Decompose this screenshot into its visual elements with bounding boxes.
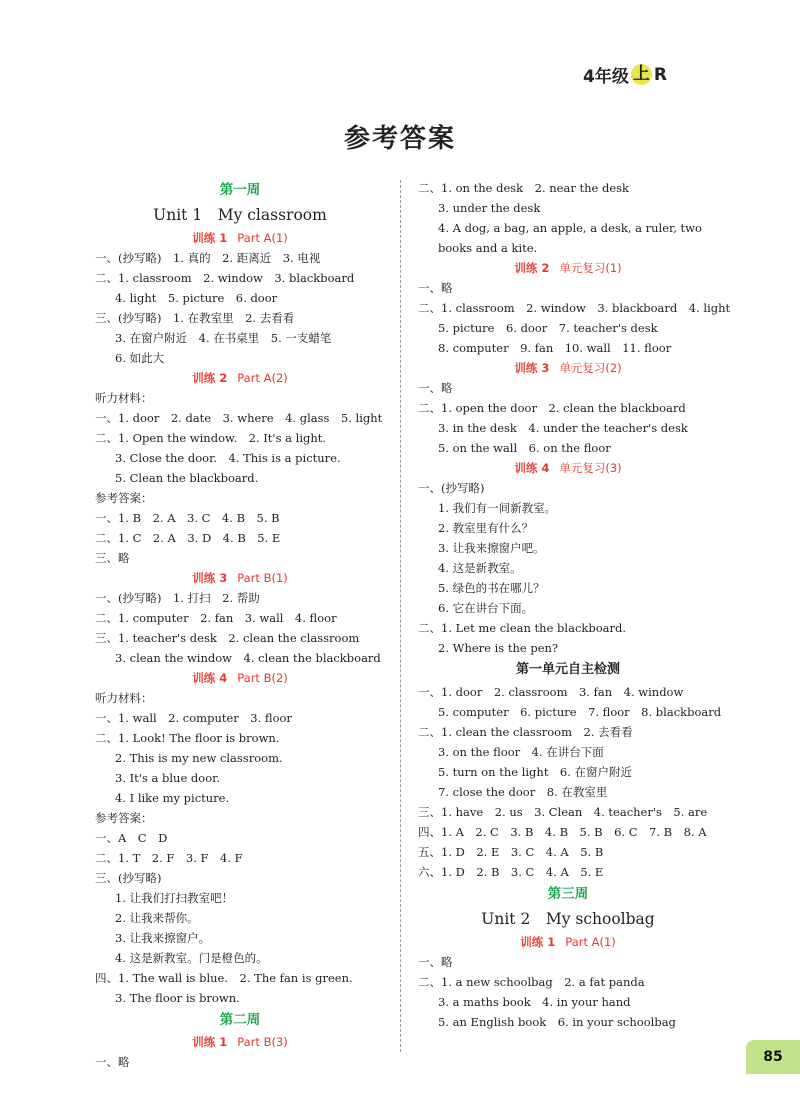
answer-line: 一、1. B 2. A 3. C 4. B 5. B (95, 511, 280, 525)
training-number: 训练 4 (192, 671, 228, 685)
training-number: 训练 3 (192, 571, 228, 585)
answer-line-indented: 2. 教室里有什么？ (438, 521, 534, 535)
answer-line: 二、1. classroom 2. window 3. blackboard 4. light (418, 301, 731, 315)
training-part: Part A(1) (565, 935, 616, 949)
grade-suffix: R (653, 64, 667, 85)
training-number: 训练 1 (192, 231, 228, 245)
answer-line: 三、略 (95, 551, 130, 565)
answer-line: 三、1. have 2. us 3. Clean 4. teacher's 5. are (418, 805, 708, 819)
column-divider (400, 180, 401, 1052)
answer-line-indented: 5. computer 6. picture 7. floor 8. blackboard (438, 705, 722, 719)
answer-line: 三、(抄写略) (95, 871, 162, 885)
training-part: 单元复习(2) (559, 361, 622, 375)
answer-line-indented: 3. a maths book 4. in your hand (438, 995, 631, 1009)
answer-line: 二、1. Open the window. 2. It's a light. (95, 431, 327, 445)
answer-line: 一、略 (418, 381, 453, 395)
section-heading (95, 368, 385, 388)
answer-line: 一、A C D (95, 831, 168, 845)
answer-line-indented: 4. A dog, a bag, an apple, a desk, a ruler, two (438, 221, 702, 235)
training-part: Part B(3) (237, 1035, 288, 1049)
unit-heading: Unit 1 My classroom (153, 206, 327, 224)
answer-line: 二、1. open the door 2. clean the blackboard (418, 401, 686, 415)
week-heading: 第三周 (547, 886, 589, 902)
training-number: 训练 2 (192, 371, 228, 385)
grade-tag (583, 62, 667, 87)
training-number: 训练 1 (192, 1035, 228, 1049)
answer-line-indented: 2. Where is the pen? (438, 641, 559, 655)
answer-line-indented: 4. 这是新教室。 (438, 561, 522, 575)
answer-line-indented: 3. under the desk (438, 201, 541, 215)
answer-line: 三、(抄写略) 1. 在教室里 2. 去看看 (95, 311, 295, 325)
answer-line-indented: 3. 让我来擦窗户。 (115, 931, 211, 945)
answer-line-indented: 3. in the desk 4. under the teacher's desk (438, 421, 688, 435)
training-part: 单元复习(1) (559, 261, 622, 275)
answer-line-indented: 3. It's a blue door. (115, 771, 221, 785)
training-part: Part A(1) (237, 231, 288, 245)
section-heading (95, 1032, 385, 1052)
section-heading (95, 568, 385, 588)
answer-line: 六、1. D 2. B 3. C 4. A 5. E (418, 865, 604, 879)
answer-line-indented: 5. an English book 6. in your schoolbag (438, 1015, 676, 1029)
answer-line-indented: 4. 这是新教室。门是橙色的。 (115, 951, 268, 965)
answer-line-indented: 3. clean the window 4. clean the blackboard (115, 651, 381, 665)
week-heading: 第一周 (219, 182, 261, 198)
answer-line: 一、1. wall 2. computer 3. floor (95, 711, 292, 725)
answer-line: 听力材料： (95, 691, 153, 705)
section-heading (418, 358, 718, 378)
training-number: 训练 4 (514, 461, 550, 475)
answer-line-indented: 5. 绿色的书在哪儿？ (438, 581, 545, 595)
answer-line: 二、1. Let me clean the blackboard. (418, 621, 627, 635)
answer-line-indented: 6. 如此大 (115, 351, 165, 365)
answer-line: 二、1. T 2. F 3. F 4. F (95, 851, 243, 865)
answer-line: 三、1. teacher's desk 2. clean the classroom (95, 631, 360, 645)
section-heading (418, 932, 718, 952)
answer-line-indented: 2. 让我来帮你。 (115, 911, 199, 925)
answer-line-indented: 4. I like my picture. (115, 791, 230, 805)
answer-line-indented: 5. picture 6. door 7. teacher's desk (438, 321, 658, 335)
answer-line-indented: 3. 在窗户附近 4. 在书桌里 5. 一支蜡笔 (115, 331, 332, 345)
answer-line-indented: 3. Close the door. 4. This is a picture. (115, 451, 341, 465)
answer-line-indented: 6. 它在讲台下面。 (438, 601, 534, 615)
answer-line: 一、1. door 2. classroom 3. fan 4. window (418, 685, 684, 699)
answer-line-indented: 3. 让我来擦窗户吧。 (438, 541, 545, 555)
answer-line-indented: 8. computer 9. fan 10. wall 11. floor (438, 341, 672, 355)
training-number: 训练 2 (514, 261, 550, 275)
answer-line: 一、略 (418, 281, 453, 295)
answer-line: 五、1. D 2. E 3. C 4. A 5. B (418, 845, 604, 859)
section-heading (418, 258, 718, 278)
grade-prefix: 4年级 (583, 67, 629, 87)
answer-line: 二、1. C 2. A 3. D 4. B 5. E (95, 531, 281, 545)
answer-line: 一、略 (418, 955, 453, 969)
training-part: Part B(2) (237, 671, 288, 685)
answer-line-indented: 5. turn on the light 6. 在窗户附近 (438, 765, 633, 779)
answer-line: 听力材料： (95, 391, 153, 405)
answer-line-indented: 5. on the wall 6. on the floor (438, 441, 611, 455)
answer-line: 一、1. door 2. date 3. where 4. glass 5. light (95, 411, 383, 425)
answer-line: 四、1. The wall is blue. 2. The fan is green. (95, 971, 353, 985)
answer-line: 二、1. computer 2. fan 3. wall 4. floor (95, 611, 337, 625)
answer-line-indented: 3. on the floor 4. 在讲台下面 (438, 745, 604, 759)
answer-line: 二、1. classroom 2. window 3. blackboard (95, 271, 355, 285)
answer-line: 一、(抄写略) 1. 真的 2. 距离近 3. 电视 (95, 251, 321, 265)
page-title: 参考答案 (343, 124, 456, 154)
page-number: 85 (746, 1040, 800, 1074)
test-heading: 第一单元自主检测 (515, 662, 620, 677)
answer-line-indented: books and a kite. (438, 241, 538, 255)
training-part: Part B(1) (237, 571, 288, 585)
answer-line: 四、1. A 2. C 3. B 4. B 5. B 6. C 7. B 8. A (418, 825, 707, 839)
answer-line-indented: 1. 我们有一间新教室。 (438, 501, 557, 515)
training-number: 训练 1 (520, 935, 556, 949)
left-column (95, 178, 385, 1072)
answer-line-indented: 4. light 5. picture 6. door (115, 291, 278, 305)
answer-line: 一、(抄写略) (418, 481, 485, 495)
section-heading (95, 228, 385, 248)
answer-line: 参考答案： (95, 811, 153, 825)
training-part: 单元复习(3) (559, 461, 622, 475)
answer-line: 参考答案： (95, 491, 153, 505)
unit-heading: Unit 2 My schoolbag (481, 910, 655, 928)
answer-line: 二、1. on the desk 2. near the desk (418, 181, 630, 195)
answer-line: 一、略 (95, 1055, 130, 1069)
section-heading (418, 458, 718, 478)
answer-line-indented: 1. 让我们打扫教室吧！ (115, 891, 234, 905)
answer-line: 二、1. clean the classroom 2. 去看看 (418, 725, 633, 739)
right-column (418, 178, 731, 1032)
training-number: 训练 3 (514, 361, 550, 375)
answer-line: 二、1. Look! The floor is brown. (95, 731, 280, 745)
answer-line-indented: 7. close the door 8. 在教室里 (438, 785, 608, 799)
section-heading (95, 668, 385, 688)
week-heading: 第二周 (219, 1012, 261, 1028)
grade-mark-badge: 上 (632, 64, 650, 84)
answer-line: 二、1. a new schoolbag 2. a fat panda (418, 975, 645, 989)
answer-line-indented: 3. The floor is brown. (115, 991, 240, 1005)
answer-line: 一、(抄写略) 1. 打扫 2. 帮助 (95, 591, 260, 605)
training-part: Part A(2) (237, 371, 288, 385)
answer-line-indented: 2. This is my new classroom. (115, 751, 283, 765)
answer-line-indented: 5. Clean the blackboard. (115, 471, 259, 485)
